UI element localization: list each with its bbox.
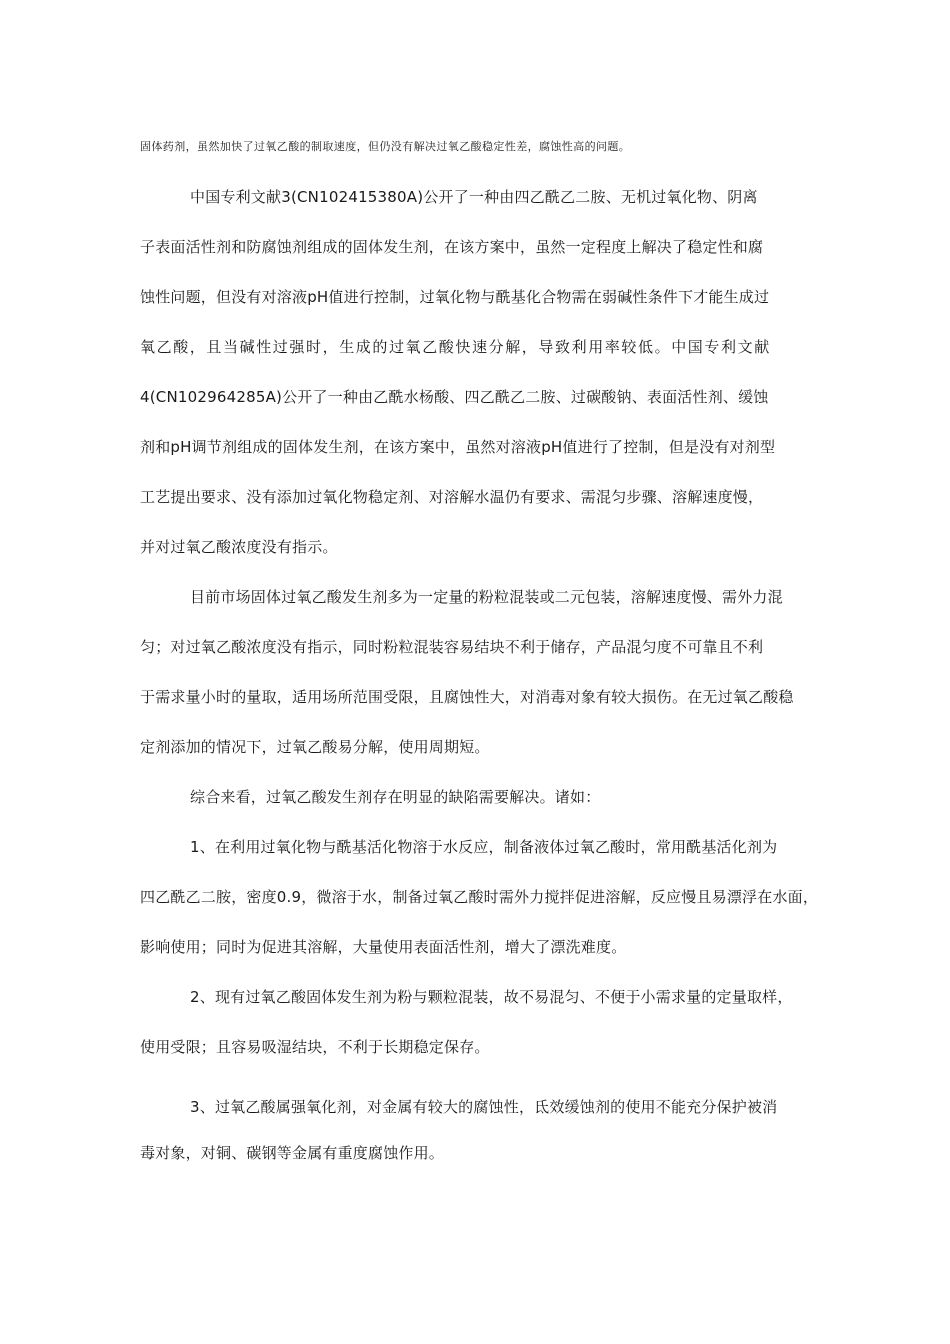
text-line-9: 并对过氧乙酸浓度没有指示。 (140, 538, 338, 556)
text-line-20: 3、过氧乙酸属强氧化剂，对金属有较大的腐蚀性，氐效缓蚀剂的使用不能充分保护被消 (190, 1098, 778, 1116)
text-line-6: 4(CN102964285A)公开了一种由乙酰水杨酸、四乙酰乙二胺、过碳酸钠、表面活性剂、缓蚀 (140, 388, 769, 406)
text-line-16: 四乙酰乙二胺，密度0.9，微溶于水，制备过氧乙酸时需外力搅拌促进溶解，反应慢且易漂浮在水面， (140, 888, 819, 906)
text-line-19: 使用受限；且容易吸湿结块，不利于长期稳定保存。 (140, 1038, 490, 1056)
text-line-10: 目前市场固体过氧乙酸发生剂多为一定量的粉粒混装或二元包装，溶解速度慢、需外力混 (190, 588, 783, 606)
text-line-13: 定剂添加的情况下，过氧乙酸易分解，使用周期短。 (140, 738, 490, 756)
text-line-8: 工艺提出要求、没有添加过氧化物稳定剂、对溶解水温仍有要求、需混匀步骤、溶解速度慢， (140, 488, 764, 506)
text-line-4: 蚀性问题，但没有对溶液pH值进行控制，过氧化物与酰基化合物需在弱碱性条件下才能生成过 (140, 288, 770, 306)
text-line-18: 2、现有过氧乙酸固体发生剂为粉与颗粒混装，故不易混匀、不便于小需求量的定量取样， (190, 988, 793, 1006)
text-line-3: 子表面活性剂和防腐蚀剂组成的固体发生剂，在该方案中，虽然一定程度上解决了稳定性和腐 (140, 238, 764, 256)
text-line-7: 剂和pH调节剂组成的固体发生剂，在该方案中，虽然对溶液pH值进行了控制，但是没有对剂型 (140, 438, 776, 456)
text-line-5: 氧乙酸，且当碱性过强时，生成的过氧乙酸快速分解，导致利用率较低。中国专利文献 (140, 338, 771, 356)
text-line-12: 于需求量小时的量取，适用场所范围受限，且腐蚀性大，对消毒对象有较大损伤。在无过氧乙酸稳 (140, 688, 794, 706)
text-line-1: 固体药剂，虽然加快了过氧乙酸的制取速度，但仍没有解决过氧乙酸稳定性差，腐蚀性高的问题。 (140, 140, 631, 153)
text-line-14: 综合来看，过氧乙酸发生剂存在明显的缺陷需要解决。诸如： (190, 788, 601, 806)
text-line-2: 中国专利文献3(CN102415380A)公开了一种由四乙酰乙二胺、无机过氧化物、阴离 (190, 188, 758, 206)
text-line-21: 毒对象，对铜、碳钢等金属有重度腐蚀作用。 (140, 1144, 445, 1162)
text-line-11: 匀；对过氧乙酸浓度没有指示，同时粉粒混装容易结块不利于储存，产品混匀度不可靠且不利 (140, 638, 764, 656)
text-line-15: 1、在利用过氧化物与酰基活化物溶于水反应，制备液体过氧乙酸时，常用酰基活化剂为 (190, 838, 778, 856)
text-line-17: 影响使用；同时为促进其溶解，大量使用表面活性剂，增大了漂洗难度。 (140, 938, 627, 956)
